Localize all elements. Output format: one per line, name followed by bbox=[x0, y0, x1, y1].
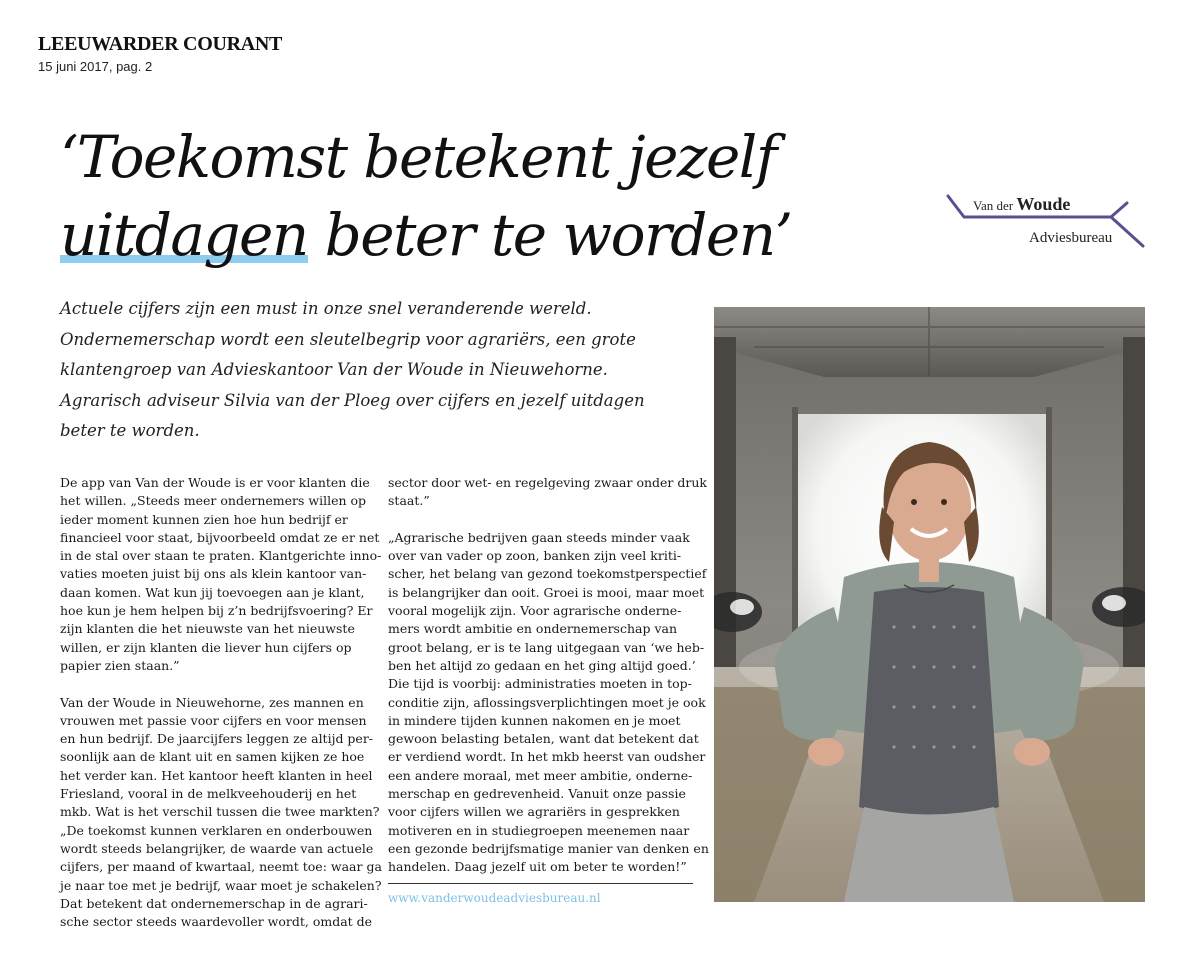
body-line: „Agrarische bedrijven gaan steeds minder vaak bbox=[388, 529, 690, 545]
headline-highlighted-word: uitdagen bbox=[60, 201, 308, 269]
headline-line-1: ‘Toekomst betekent jezelf bbox=[60, 123, 776, 191]
website-link[interactable]: www.vanderwoudeadviesbureau.nl bbox=[388, 891, 601, 905]
body-column-2 bbox=[388, 474, 708, 877]
paragraph-gap bbox=[388, 511, 708, 529]
article-headline bbox=[60, 118, 792, 274]
body-line: mers wordt ambitie en ondernemerschap van bbox=[388, 621, 678, 637]
body-line: er verdiend wordt. In het mkb heerst van oudsher bbox=[388, 749, 706, 765]
portrait-photo bbox=[714, 307, 1145, 902]
intro-line: beter te worden. bbox=[60, 421, 200, 440]
body-line: scher, het belang van gezond toekomstperspectief bbox=[388, 566, 707, 582]
body-line: ben het altijd zo gedaan en het ging altijd goed.’ bbox=[388, 657, 696, 673]
body-line: daan komen. Wat kun jij toevoegen aan je klant, bbox=[60, 584, 365, 600]
intro-line: klantengroep van Advieskantoor Van der Woude in Nieuwehorne. bbox=[60, 360, 608, 379]
body-line: je naar toe met je bedrijf, waar moet je schakelen? bbox=[60, 877, 382, 893]
body-line: wordt steeds belangrijker, de waarde van actuele bbox=[60, 840, 374, 856]
body-line: zijn klanten die het nieuwste van het nieuwste bbox=[60, 621, 355, 637]
body-line: ieder moment kunnen zien hoe hun bedrijf er bbox=[60, 511, 348, 527]
body-line: willen, er zijn klanten die liever hun cijfers op bbox=[60, 639, 352, 655]
body-line: Dat betekent dat ondernemerschap in de agrari- bbox=[60, 895, 368, 911]
publication-date: 15 juni 2017, pag. 2 bbox=[38, 59, 153, 74]
body-line: hoe kun je hem helpen bij z’n bedrijfsvoering? Er bbox=[60, 603, 373, 619]
body-line: „De toekomst kunnen verklaren en onderbouwen bbox=[60, 822, 373, 838]
body-line: Die tijd is voorbij: administraties moeten in top- bbox=[388, 676, 692, 692]
body-line: vaties moeten juist bij ons als klein kantoor van- bbox=[60, 566, 367, 582]
logo-name-prefix: Van der bbox=[973, 198, 1017, 213]
body-line: sche sector steeds waardevoller wordt, omdat de bbox=[60, 914, 373, 930]
body-line: handelen. Daag jezelf uit om beter te worden!” bbox=[388, 859, 687, 875]
body-line: het willen. „Steeds meer ondernemers willen op bbox=[60, 493, 367, 509]
body-line: vrouwen met passie voor cijfers en voor mensen bbox=[60, 712, 367, 728]
col2-paragraph-1 bbox=[388, 474, 708, 511]
body-line: over van vader op zoon, banken zijn veel kriti- bbox=[388, 548, 682, 564]
body-line: vooral mogelijk zijn. Voor agrarische onderne- bbox=[388, 603, 682, 619]
intro-line: Agrarisch adviseur Silvia van der Ploeg over cijfers en jezelf uitdagen bbox=[60, 390, 645, 410]
paragraph-gap bbox=[60, 675, 380, 693]
headline-line-2-rest: beter te worden’ bbox=[307, 201, 792, 269]
body-line: in mindere tijden kunnen nakomen en je moet bbox=[388, 712, 681, 728]
col2-paragraph-2 bbox=[388, 529, 708, 877]
body-line: staat.” bbox=[388, 493, 430, 509]
body-line: groot belang, er is te lang uitgegaan van ‘we heb- bbox=[388, 639, 705, 655]
intro-line: Actuele cijfers zijn een must in onze snel veranderende wereld. bbox=[60, 299, 592, 318]
intro-line: Ondernemerschap wordt een sleutelbegrip voor agrariërs, een grote bbox=[60, 329, 636, 349]
col1-paragraph-2 bbox=[60, 694, 380, 932]
body-line: sector door wet- en regelgeving zwaar onder druk bbox=[388, 475, 707, 490]
body-line: merschap en gedrevenheid. Vanuit onze passie bbox=[388, 786, 686, 802]
barn-portrait-image bbox=[714, 307, 1145, 902]
col1-paragraph-1 bbox=[60, 474, 380, 675]
logo-name bbox=[973, 194, 1070, 215]
logo-subtitle: Adviesbureau bbox=[1029, 230, 1113, 246]
headline-line-2 bbox=[60, 196, 792, 274]
article-intro bbox=[60, 294, 650, 447]
body-line: voor cijfers willen we agrariërs in gesprekken bbox=[388, 804, 680, 820]
body-line: en hun bedrijf. De jaarcijfers leggen ze altijd per- bbox=[60, 731, 374, 747]
body-line: in de stal over staan te praten. Klantgerichte inno- bbox=[60, 548, 382, 564]
logo-name-woude: Woude bbox=[1016, 194, 1071, 214]
body-line: cijfers, per maand of kwartaal, neemt toe: waar ga bbox=[60, 859, 382, 875]
body-line: De app van Van der Woude is er voor klanten die bbox=[60, 475, 370, 490]
body-line: motiveren en in studiegroepen meenemen naar bbox=[388, 822, 690, 838]
body-line: conditie zijn, aflossingsverplichtingen moet je ook bbox=[388, 694, 706, 710]
body-line: Friesland, vooral in de melkveehouderij en het bbox=[60, 786, 357, 802]
body-line: mkb. Wat is het verschil tussen die twee markten? bbox=[60, 804, 380, 820]
van-der-woude-logo bbox=[945, 190, 1150, 252]
body-line: financieel voor staat, bijvoorbeeld omdat ze er net bbox=[60, 529, 380, 545]
body-line: is belangrijker dan ooit. Groei is mooi, maar moet bbox=[388, 584, 705, 600]
body-line: gewoon belasting betalen, want dat betekent dat bbox=[388, 731, 699, 747]
body-line: het verder kan. Het kantoor heeft klanten in heel bbox=[60, 767, 373, 783]
body-line: een andere moraal, met meer ambitie, onderne- bbox=[388, 767, 693, 783]
body-column-1 bbox=[60, 474, 380, 931]
footer-divider bbox=[388, 883, 693, 884]
body-line: Van der Woude in Nieuwehorne, zes mannen en bbox=[60, 694, 364, 710]
newspaper-masthead: LEEUWARDER COURANT bbox=[38, 33, 283, 55]
body-line: een gezonde bedrijfsmatige manier van denken en bbox=[388, 840, 709, 856]
body-line: soonlijk aan de klant uit en samen kijken ze hoe bbox=[60, 749, 365, 765]
body-line: papier zien staan.” bbox=[60, 657, 180, 673]
